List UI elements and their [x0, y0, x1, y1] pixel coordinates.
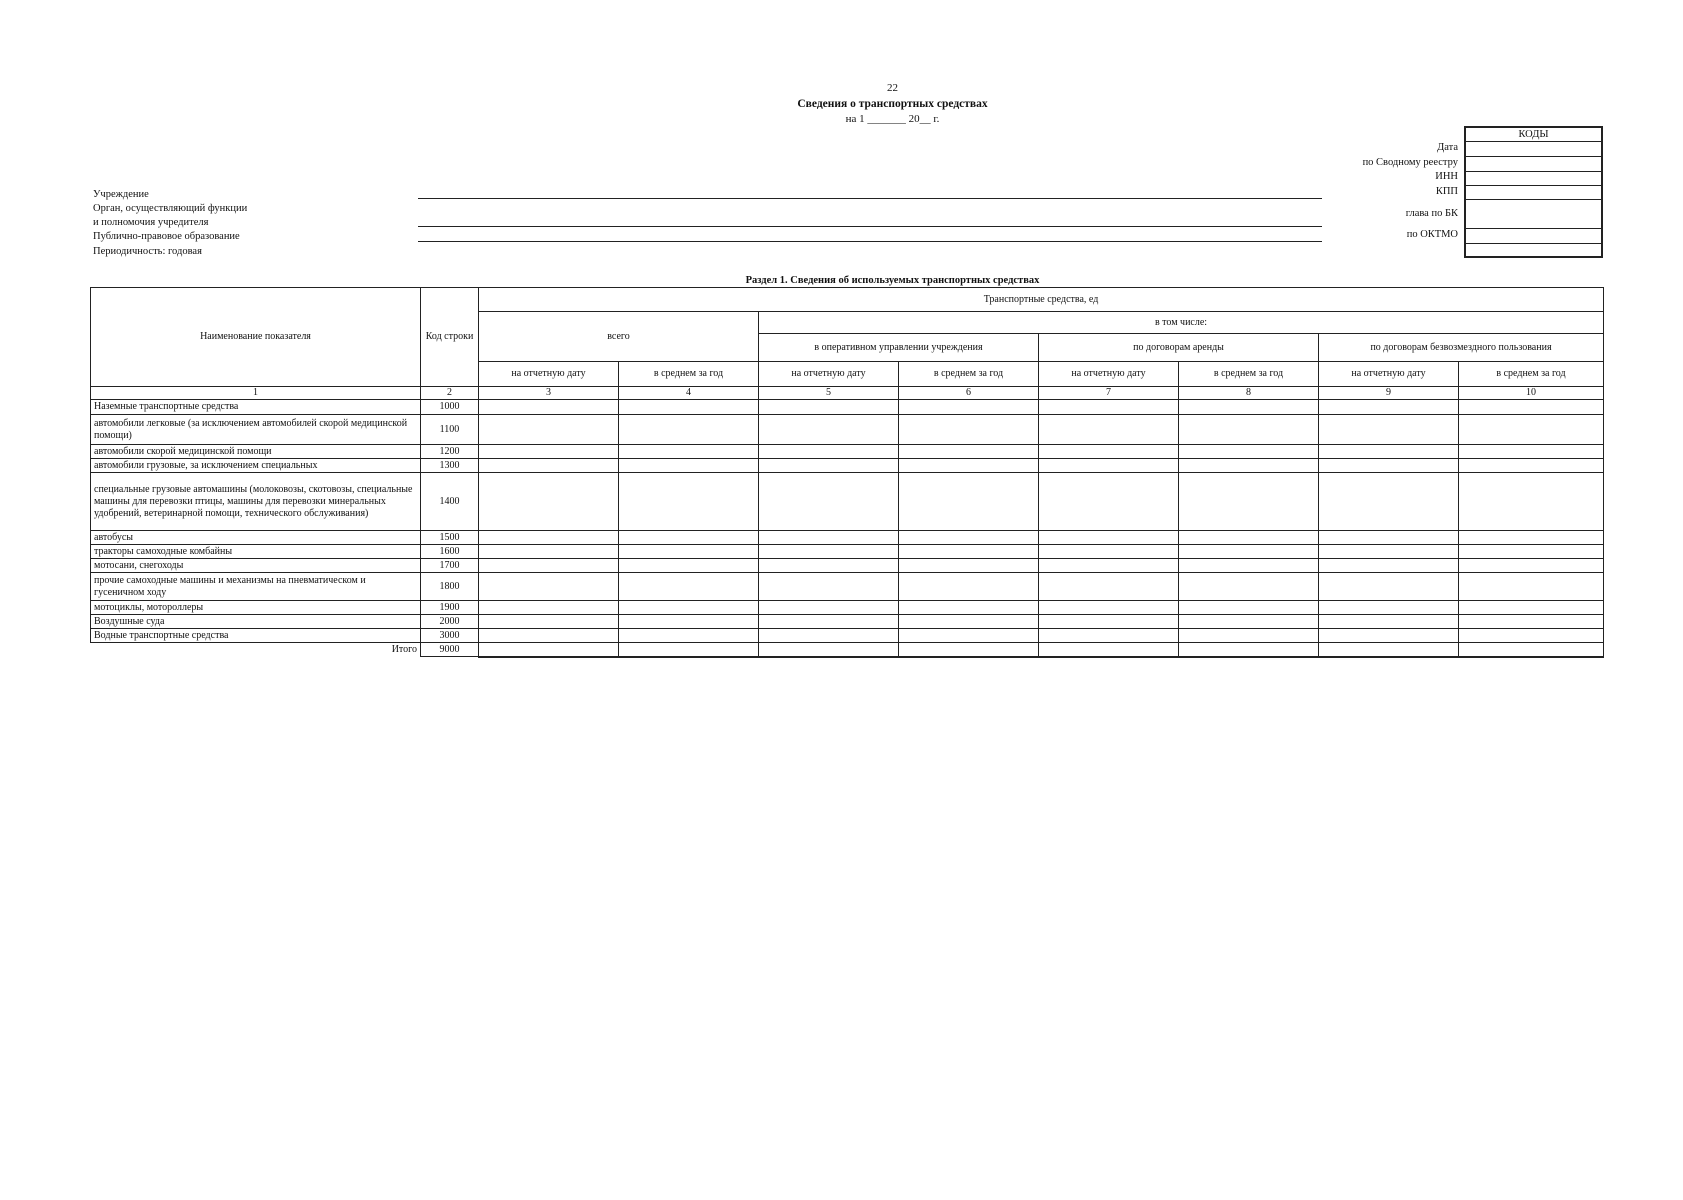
col-header-avg-year: в среднем за год [619, 362, 759, 387]
value-cell[interactable] [1179, 445, 1319, 459]
value-cell[interactable] [619, 573, 759, 601]
value-cell[interactable] [1179, 545, 1319, 559]
value-cell[interactable] [1179, 531, 1319, 545]
total-value-cell[interactable] [1319, 643, 1459, 657]
value-cell[interactable] [479, 445, 619, 459]
value-cell[interactable] [619, 473, 759, 531]
row-name: тракторы самоходные комбайны [91, 545, 421, 559]
total-value-cell[interactable] [1179, 643, 1319, 657]
total-value-cell[interactable] [619, 643, 759, 657]
value-cell[interactable] [759, 531, 899, 545]
row-code: 3000 [421, 629, 479, 643]
value-cell[interactable] [759, 601, 899, 615]
value-cell[interactable] [899, 473, 1039, 531]
value-cell[interactable] [1319, 445, 1459, 459]
value-cell[interactable] [899, 559, 1039, 573]
total-value-cell[interactable] [1039, 643, 1179, 657]
value-cell[interactable] [1319, 559, 1459, 573]
value-cell[interactable] [1039, 615, 1179, 629]
value-cell[interactable] [899, 629, 1039, 643]
value-cell[interactable] [1319, 615, 1459, 629]
code-extra-field[interactable] [1466, 244, 1601, 256]
total-value-cell[interactable] [1459, 643, 1604, 657]
row-name: прочие самоходные машины и механизмы на пневматическом и гусеничном ходу [91, 573, 421, 601]
field-label-periodicity: Периодичность: годовая [93, 246, 202, 257]
row-code: 1300 [421, 459, 479, 473]
value-cell[interactable] [1319, 573, 1459, 601]
row-name: Водные транспортные средства [91, 629, 421, 643]
founder-input-line[interactable] [418, 226, 1322, 227]
table-row [91, 531, 1604, 545]
row-code: 1100 [421, 415, 479, 445]
value-cell[interactable] [479, 559, 619, 573]
row-name: автобусы [91, 531, 421, 545]
value-cell[interactable] [759, 629, 899, 643]
value-cell[interactable] [899, 573, 1039, 601]
field-label-founder-line1: Орган, осуществляющий функции [93, 203, 248, 214]
value-cell[interactable] [1039, 559, 1179, 573]
value-cell[interactable] [1179, 400, 1319, 415]
value-cell[interactable] [1179, 601, 1319, 615]
value-cell[interactable] [479, 615, 619, 629]
col-header-operative: в оперативном управлении учреждения [759, 334, 1039, 362]
row-code: 1400 [421, 473, 479, 531]
value-cell[interactable] [759, 615, 899, 629]
value-cell[interactable] [1039, 601, 1179, 615]
value-cell[interactable] [1039, 629, 1179, 643]
col-number: 9 [1319, 387, 1459, 400]
value-cell[interactable] [759, 545, 899, 559]
value-cell[interactable] [1179, 629, 1319, 643]
value-cell[interactable] [1179, 573, 1319, 601]
row-code: 1600 [421, 545, 479, 559]
col-number: 8 [1179, 387, 1319, 400]
value-cell[interactable] [479, 629, 619, 643]
row-name: Наземные транспортные средства [91, 400, 421, 415]
row-code: 1700 [421, 559, 479, 573]
value-cell[interactable] [619, 615, 759, 629]
value-cell[interactable] [1179, 473, 1319, 531]
total-value-cell[interactable] [759, 643, 899, 657]
value-cell[interactable] [899, 601, 1039, 615]
value-cell[interactable] [1039, 445, 1179, 459]
codes-box [1464, 126, 1603, 258]
code-bk-field[interactable] [1466, 200, 1601, 229]
codes-label-inn: ИНН [1435, 171, 1458, 182]
value-cell[interactable] [759, 415, 899, 445]
value-cell[interactable] [479, 415, 619, 445]
report-date-line: на 1 _______ 20__ г. [845, 113, 940, 125]
col-header-avg-year: в среднем за год [1179, 362, 1319, 387]
codes-header: КОДЫ [1466, 128, 1601, 142]
form-title: Сведения о транспортных средствах [797, 98, 988, 110]
value-cell[interactable] [619, 601, 759, 615]
value-cell[interactable] [479, 473, 619, 531]
codes-label-registry: по Сводному реестру [1362, 157, 1458, 168]
code-inn-field[interactable] [1466, 172, 1601, 186]
value-cell[interactable] [479, 459, 619, 473]
col-header-code: Код строки [421, 288, 479, 387]
codes-label-oktmo: по ОКТМО [1406, 229, 1458, 240]
col-number: 3 [479, 387, 619, 400]
col-number: 7 [1039, 387, 1179, 400]
code-date-field[interactable] [1466, 142, 1601, 157]
table-row [91, 559, 1604, 573]
transport-table [90, 287, 1604, 658]
value-cell[interactable] [1319, 629, 1459, 643]
table-row [91, 459, 1604, 473]
value-cell[interactable] [1459, 531, 1604, 545]
value-cell[interactable] [1459, 573, 1604, 601]
table-row [91, 415, 1604, 445]
value-cell[interactable] [1319, 473, 1459, 531]
public-entity-input-line[interactable] [418, 241, 1322, 242]
section-title: Раздел 1. Сведения об используемых транспортных средствах [745, 275, 1040, 286]
field-label-founder-line2: и полномочия учредителя [93, 217, 209, 228]
value-cell[interactable] [479, 573, 619, 601]
col-header-on-date: на отчетную дату [1319, 362, 1459, 387]
col-number: 4 [619, 387, 759, 400]
value-cell[interactable] [479, 601, 619, 615]
value-cell[interactable] [1459, 615, 1604, 629]
value-cell[interactable] [1319, 400, 1459, 415]
field-label-institution: Учреждение [93, 189, 149, 200]
total-row [91, 643, 1604, 657]
col-header-avg-year: в среднем за год [1459, 362, 1604, 387]
value-cell[interactable] [1039, 573, 1179, 601]
table-row [91, 615, 1604, 629]
col-header-on-date: на отчетную дату [759, 362, 899, 387]
page-number: 22 [887, 82, 898, 94]
value-cell[interactable] [619, 415, 759, 445]
value-cell[interactable] [1459, 545, 1604, 559]
col-header-on-date: на отчетную дату [1039, 362, 1179, 387]
row-code: 2000 [421, 615, 479, 629]
value-cell[interactable] [759, 445, 899, 459]
col-header-including: в том числе: [759, 312, 1604, 334]
value-cell[interactable] [1039, 473, 1179, 531]
field-label-public-entity: Публично-правовое образование [93, 231, 240, 242]
row-name: автомобили легковые (за исключением автомобилей скорой медицинской помощи) [91, 415, 421, 445]
col-header-lease: по договорам аренды [1039, 334, 1319, 362]
total-value-cell[interactable] [899, 643, 1039, 657]
value-cell[interactable] [619, 545, 759, 559]
institution-input-line[interactable] [418, 198, 1322, 199]
code-kpp-field[interactable] [1466, 186, 1601, 200]
value-cell[interactable] [899, 531, 1039, 545]
total-label: Итого [91, 643, 421, 657]
col-number: 2 [421, 387, 479, 400]
value-cell[interactable] [759, 473, 899, 531]
value-cell[interactable] [1459, 400, 1604, 415]
value-cell[interactable] [759, 459, 899, 473]
value-cell[interactable] [1039, 531, 1179, 545]
value-cell[interactable] [1459, 559, 1604, 573]
value-cell[interactable] [1039, 400, 1179, 415]
row-code: 1900 [421, 601, 479, 615]
row-code: 1000 [421, 400, 479, 415]
value-cell[interactable] [479, 545, 619, 559]
value-cell[interactable] [619, 559, 759, 573]
value-cell[interactable] [1319, 601, 1459, 615]
col-number: 5 [759, 387, 899, 400]
value-cell[interactable] [619, 459, 759, 473]
row-name: автомобили скорой медицинской помощи [91, 445, 421, 459]
table-row [91, 601, 1604, 615]
value-cell[interactable] [899, 445, 1039, 459]
value-cell[interactable] [1039, 545, 1179, 559]
value-cell[interactable] [899, 415, 1039, 445]
value-cell[interactable] [479, 531, 619, 545]
table-body [91, 400, 1604, 657]
value-cell[interactable] [1319, 545, 1459, 559]
col-header-free-use: по договорам безвозмездного пользования [1319, 334, 1604, 362]
row-name: мотосани, снегоходы [91, 559, 421, 573]
value-cell[interactable] [1039, 415, 1179, 445]
value-cell[interactable] [619, 531, 759, 545]
codes-label-bk: глава по БК [1405, 208, 1458, 219]
value-cell[interactable] [1179, 615, 1319, 629]
value-cell[interactable] [1459, 629, 1604, 643]
value-cell[interactable] [759, 559, 899, 573]
value-cell[interactable] [1459, 445, 1604, 459]
table-row [91, 473, 1604, 531]
value-cell[interactable] [759, 573, 899, 601]
value-cell[interactable] [899, 545, 1039, 559]
codes-label-kpp: КПП [1435, 186, 1458, 197]
value-cell[interactable] [899, 615, 1039, 629]
value-cell[interactable] [899, 459, 1039, 473]
col-number: 10 [1459, 387, 1604, 400]
value-cell[interactable] [899, 400, 1039, 415]
value-cell[interactable] [1179, 559, 1319, 573]
row-code: 1200 [421, 445, 479, 459]
value-cell[interactable] [1319, 459, 1459, 473]
col-number: 6 [899, 387, 1039, 400]
value-cell[interactable] [1459, 601, 1604, 615]
value-cell[interactable] [619, 445, 759, 459]
row-code: 1500 [421, 531, 479, 545]
code-oktmo-field[interactable] [1466, 229, 1601, 244]
value-cell[interactable] [1319, 531, 1459, 545]
row-name: автомобили грузовые, за исключением специальных [91, 459, 421, 473]
value-cell[interactable] [1179, 415, 1319, 445]
value-cell[interactable] [619, 400, 759, 415]
codes-label-date: Дата [1437, 142, 1458, 153]
col-header-avg-year: в среднем за год [899, 362, 1039, 387]
value-cell[interactable] [1459, 473, 1604, 531]
col-number: 1 [91, 387, 421, 400]
col-header-total: всего [479, 312, 759, 362]
row-code: 1800 [421, 573, 479, 601]
row-name: специальные грузовые автомашины (молоковозы, скотовозы, специальные машины для перевозки птицы, машины для перевозки минеральных удобрений, ветеринарной помощи, технического обслуживания) [91, 473, 421, 531]
code-registry-field[interactable] [1466, 157, 1601, 172]
value-cell[interactable] [1459, 459, 1604, 473]
value-cell[interactable] [1459, 415, 1604, 445]
value-cell[interactable] [1039, 459, 1179, 473]
table-row [91, 629, 1604, 643]
row-name: Воздушные суда [91, 615, 421, 629]
value-cell[interactable] [759, 400, 899, 415]
table-row [91, 545, 1604, 559]
value-cell[interactable] [619, 629, 759, 643]
col-header-on-date: на отчетную дату [479, 362, 619, 387]
row-name: мотоциклы, мотороллеры [91, 601, 421, 615]
value-cell[interactable] [1319, 415, 1459, 445]
col-header-name: Наименование показателя [91, 288, 421, 387]
value-cell[interactable] [1179, 459, 1319, 473]
col-header-group: Транспортные средства, ед [479, 288, 1604, 312]
total-value-cell[interactable] [479, 643, 619, 657]
table-row [91, 573, 1604, 601]
total-code: 9000 [421, 643, 479, 657]
table-row [91, 400, 1604, 415]
value-cell[interactable] [479, 400, 619, 415]
table-row [91, 445, 1604, 459]
